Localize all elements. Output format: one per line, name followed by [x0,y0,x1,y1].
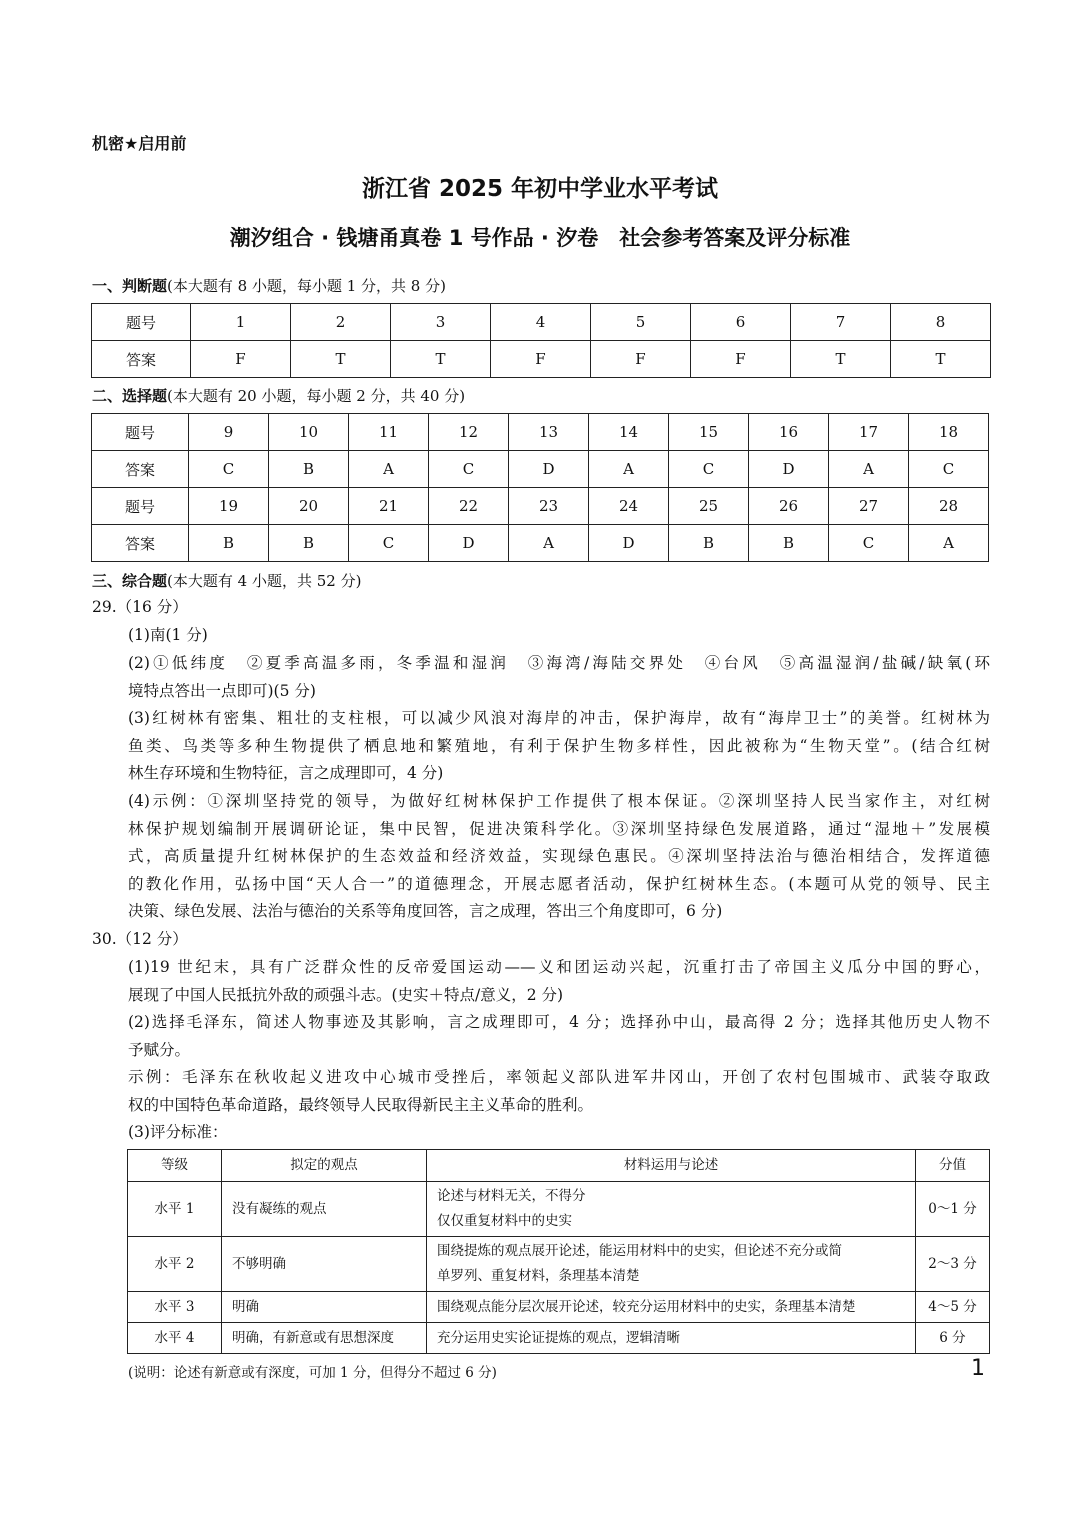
q30-part1: (1)19 世纪末，具有广泛群众性的反帝爱国运动——义和团运动兴起，沉重打击了帝国主义瓜分中国的野心， 展现了中国人民抵抗外敌的顽强斗志。(史实＋特点/意义，2 分) [128,958,990,1004]
answer-cell: A [509,525,589,562]
answer-cell: C [189,451,269,488]
answer-cell: C [349,525,429,562]
question-number: 23 [509,488,589,525]
page-number: 1 [971,1356,985,1381]
answer-cell: B [269,451,349,488]
answer-cell: B [669,525,749,562]
answer-cell: D [429,525,509,562]
answer-cell: A [829,451,909,488]
question-number: 27 [829,488,909,525]
answer-cell: F [191,341,291,378]
section2-heading: 二、选择题(本大题有 20 小题，每小题 2 分，共 40 分) [92,387,466,405]
question-number: 14 [589,414,669,451]
section3-heading: 三、综合题(本大题有 4 小题，共 52 分) [92,572,362,590]
answer-cell: F [591,341,691,378]
answer-cell: B [189,525,269,562]
row-label-answer: 答案 [92,525,189,562]
question-number: 9 [189,414,269,451]
question-number: 6 [691,304,791,341]
question-number: 7 [791,304,891,341]
q30-note: (说明：论述有新意或有深度，可加 1 分，但得分不超过 6 分) [128,1365,497,1381]
q30-part3: (3)评分标准： [128,1123,228,1141]
question-number: 28 [909,488,989,525]
question-number: 8 [891,304,991,341]
q29-heading: 29.（16 分） [92,598,188,616]
row-label-question: 题号 [92,414,189,451]
answer-cell: A [909,525,989,562]
table-header: 分值 [916,1150,990,1182]
table-header: 材料运用与论述 [427,1150,916,1182]
question-number: 26 [749,488,829,525]
page-title: 浙江省 2025 年初中学业水平考试 [361,176,719,202]
question-number: 10 [269,414,349,451]
answer-cell: F [691,341,791,378]
row-label-answer: 答案 [92,341,191,378]
table-row: 水平 2 不够明确 围绕提炼的观点展开论述，能运用材料中的史实，但论述不充分或简 单罗列、重复材料，条理基本清楚 2～3 分 [128,1237,990,1292]
answer-cell: T [891,341,991,378]
question-number: 4 [491,304,591,341]
question-number: 2 [291,304,391,341]
question-number: 18 [909,414,989,451]
table-header: 等级 [128,1150,222,1182]
question-number: 22 [429,488,509,525]
answer-cell: C [909,451,989,488]
q30-example: 示例：毛泽东在秋收起义进攻中心城市受挫后，率领起义部队进军井冈山，开创了农村包围城市、武装夺取政 权的中国特色革命道路，最终领导人民取得新民主主义革命的胜利。 [128,1068,990,1114]
question-number: 19 [189,488,269,525]
answer-cell: T [291,341,391,378]
answer-cell: C [829,525,909,562]
q30-part2: (2)选择毛泽东，简述人物事迹及其影响，言之成理即可，4 分；选择孙中山，最高得 2 分；选择其他历史人物不 予赋分。 [128,1013,990,1059]
q29-part4: (4)示例：①深圳坚持党的领导，为做好红树林保护工作提供了根本保证。②深圳坚持人民当家作主，对红树 林保护规划编制开展调研论证，集中民智，促进决策科学化。③深圳坚持绿色发展道路，通过“湿地＋”发展模 式，高质量提升红树林保护的生态效益和经济效益，实现绿色惠民。④深圳坚持法治与德治相结合，发挥道德 的教化作用，弘扬中国“天人合一”的道德理念，开展志愿者活动，保护红树林生态。(本题可从党的领导、民主 决策、绿色发展、法治与德治的关系等角度回答，言之成理，答出三个角度即可，6 分) [128,792,990,920]
q29-part3: (3)红树林有密集、粗壮的支柱根，可以减少风浪对海岸的冲击，保护海岸，故有“海岸卫士”的美誉。红树林为 鱼类、鸟类等多种生物提供了栖息地和繁殖地，有利于保护生物多样性，因此被称为“生物天堂”。(结合红树 林生存环境和生物特征，言之成理即可，4 分) [128,709,990,782]
answer-cell: D [589,525,669,562]
q30-heading: 30.（12 分） [92,930,188,948]
answer-cell: D [509,451,589,488]
question-number: 20 [269,488,349,525]
answer-cell: C [429,451,509,488]
row-label-question: 题号 [92,488,189,525]
question-number: 17 [829,414,909,451]
row-label-question: 题号 [92,304,191,341]
question-number: 5 [591,304,691,341]
answer-cell: A [589,451,669,488]
answer-cell: B [749,525,829,562]
judgement-table [91,303,991,378]
scoring-table [127,1149,990,1354]
answer-cell: T [791,341,891,378]
answer-cell: D [749,451,829,488]
answer-cell: C [669,451,749,488]
question-number: 3 [391,304,491,341]
table-row: 水平 1 没有凝练的观点 论述与材料无关，不得分 仅仅重复材料中的史实 0～1 分 [128,1182,990,1237]
answer-cell: B [269,525,349,562]
question-number: 13 [509,414,589,451]
confidential-label: 机密★启用前 [92,134,187,153]
question-number: 16 [749,414,829,451]
table-row: 水平 3 明确 围绕观点能分层次展开论述，较充分运用材料中的史实，条理基本清楚 4～5 分 [128,1292,990,1323]
question-number: 21 [349,488,429,525]
question-number: 1 [191,304,291,341]
question-number: 24 [589,488,669,525]
answer-cell: F [491,341,591,378]
table-row: 水平 4 明确，有新意或有思想深度 充分运用史实论证提炼的观点，逻辑清晰 6 分 [128,1323,990,1354]
question-number: 11 [349,414,429,451]
page-subtitle: 潮汐组合 · 钱塘甬真卷 1 号作品 · 汐卷 社会参考答案及评分标准 [229,226,851,250]
choice-table [91,413,989,562]
answer-cell: T [391,341,491,378]
table-header: 拟定的观点 [222,1150,427,1182]
answer-cell: A [349,451,429,488]
question-number: 15 [669,414,749,451]
section1-heading: 一、判断题(本大题有 8 小题，每小题 1 分，共 8 分) [92,277,446,295]
q29-part2: (2)①低纬度 ②夏季高温多雨，冬季温和湿润 ③海湾/海陆交界处 ④台风 ⑤高温湿润/盐碱/缺氧(环 境特点答出一点即可)(5 分) [128,654,990,700]
question-number: 12 [429,414,509,451]
row-label-answer: 答案 [92,451,189,488]
q29-part1: (1)南(1 分) [128,626,208,644]
question-number: 25 [669,488,749,525]
